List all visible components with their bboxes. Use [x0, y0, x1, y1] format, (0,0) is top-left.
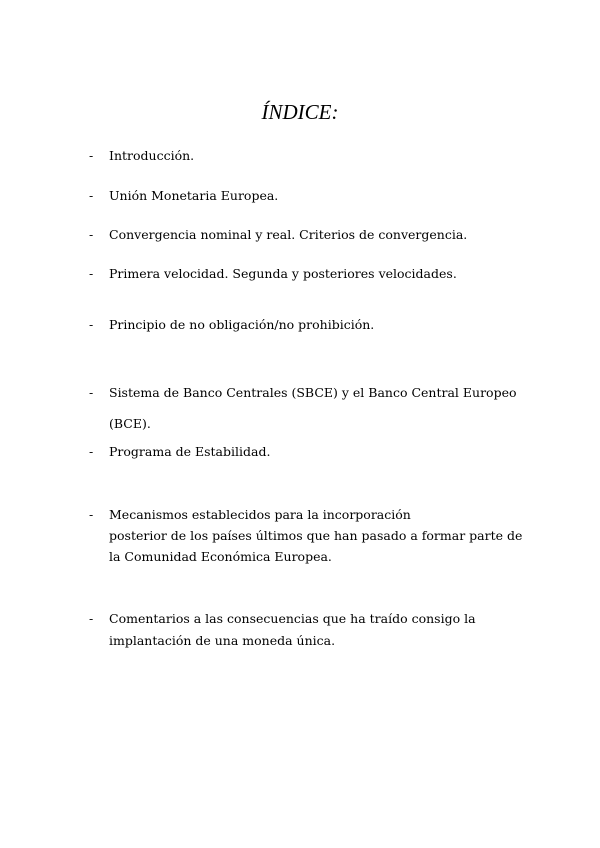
bullet-dash: -	[89, 444, 94, 459]
item-text: Principio de no obligación/no prohibición.	[109, 317, 375, 332]
item-text: Comentarios a las consecuencias que ha traído consigo la implantación de una moneda única.	[109, 611, 476, 648]
bullet-dash: -	[89, 148, 94, 163]
index-title: ÍNDICE:	[261, 100, 339, 124]
bullet-dash: -	[89, 227, 94, 242]
item-text: Unión Monetaria Europea.	[109, 188, 279, 203]
bullet-dash: -	[89, 507, 94, 522]
bullet-dash: -	[89, 266, 94, 281]
item-text: Primera velocidad. Segunda y posteriores velocidades.	[109, 266, 457, 281]
item-text: Introducción.	[109, 148, 195, 163]
item-text: Programa de Estabilidad.	[109, 444, 271, 459]
bullet-dash: -	[89, 188, 94, 203]
item-text: Mecanismos establecidos para la incorporación posterior de los países últimos que han pasado a formar parte de la Comunidad Económica Europea.	[109, 507, 523, 564]
bullet-dash: -	[89, 317, 94, 332]
bullet-dash: -	[89, 385, 94, 400]
item-text: Sistema de Banco Centrales (SBCE) y el Banco Central Europeo (BCE).	[109, 385, 517, 431]
item-text: Convergencia nominal y real. Criterios de convergencia.	[109, 227, 468, 242]
bullet-dash: -	[89, 611, 94, 626]
